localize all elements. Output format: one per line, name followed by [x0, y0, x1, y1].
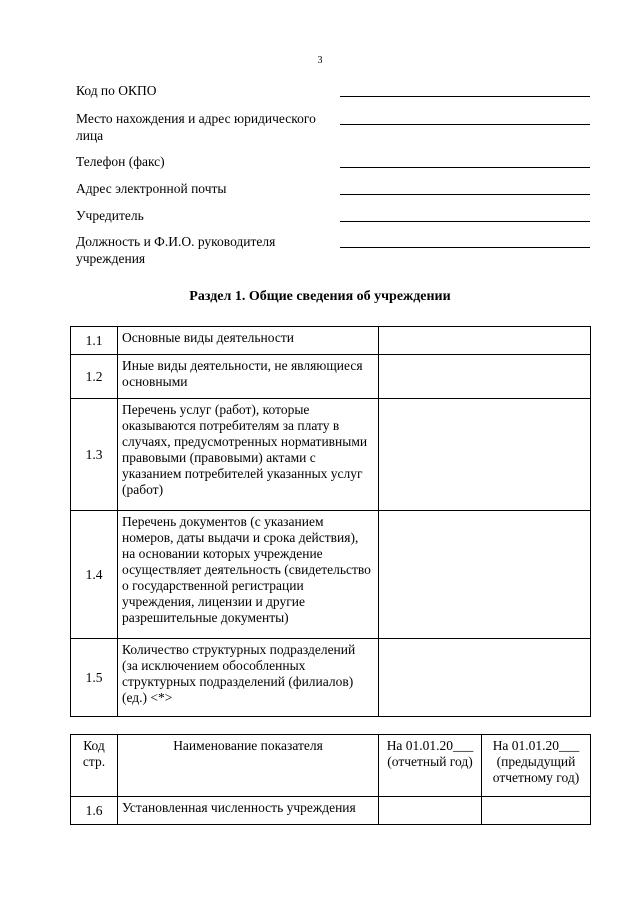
value-cell[interactable]: [379, 355, 591, 399]
row-number: 1.4: [71, 511, 118, 639]
field-blank-line[interactable]: [340, 96, 590, 97]
organization-fields: [76, 82, 590, 269]
table-row: [71, 797, 591, 825]
row-number: 1.2: [71, 355, 118, 399]
value-cell[interactable]: [379, 327, 591, 355]
table-row: [71, 511, 591, 639]
value-cell[interactable]: [379, 511, 591, 639]
page-number: 3: [317, 55, 323, 66]
staff-table: [70, 734, 591, 825]
header-code: Код стр.: [71, 735, 118, 797]
field-label: Должность и Ф.И.О. руководителя учреждения: [76, 234, 276, 266]
value-cell[interactable]: [379, 797, 482, 825]
row-name: Установленная численность учреждения: [118, 797, 379, 825]
row-number: 1.6: [71, 797, 118, 825]
value-cell[interactable]: [379, 399, 591, 511]
field-founder: [76, 207, 590, 233]
table-row: [71, 355, 591, 399]
header-indicator-name: Наименование показателя: [118, 735, 379, 797]
field-phone: [76, 153, 590, 180]
row-name: Иные виды деятельности, не являющиеся основными: [118, 355, 379, 399]
field-blank-line[interactable]: [340, 167, 590, 168]
field-blank-line[interactable]: [340, 124, 590, 125]
value-cell[interactable]: [482, 797, 591, 825]
field-label: Код по ОКПО: [76, 83, 157, 98]
value-cell[interactable]: [379, 639, 591, 717]
row-number: 1.1: [71, 327, 118, 355]
row-name: Перечень документов (с указанием номеров, даты выдачи и срока действия), на основании которых учреждение осуществляет деятельность (свидетельство о государственной регистрации учреждения, лицензии и другие разрешительные документы): [118, 511, 379, 639]
field-blank-line[interactable]: [340, 221, 590, 222]
table-row: [71, 399, 591, 511]
row-name: Количество структурных подразделений (за исключением обособленных структурных подразделений (филиалов) (ед.) <*>: [118, 639, 379, 717]
field-label: Учредитель: [76, 208, 144, 223]
field-director: [76, 233, 590, 269]
section-title: Раздел 1. Общие сведения об учреждении: [189, 289, 451, 304]
field-blank-line[interactable]: [340, 194, 590, 195]
general-info-table: [70, 326, 591, 717]
row-name: Основные виды деятельности: [118, 327, 379, 355]
field-email: [76, 180, 590, 207]
row-number: 1.5: [71, 639, 118, 717]
field-blank-line[interactable]: [340, 247, 590, 248]
row-name: Перечень услуг (работ), которые оказываются потребителям за плату в случаях, предусмотренных нормативными правовыми (правовыми) актами с указанием потребителей указанных услуг (работ): [118, 399, 379, 511]
field-address: [76, 110, 590, 153]
table-row: [71, 639, 591, 717]
field-okpo: [76, 82, 590, 110]
table-row: [71, 327, 591, 355]
header-previous-year: На 01.01.20___ (предыдущий отчетному год): [482, 735, 591, 797]
row-number: 1.3: [71, 399, 118, 511]
table-header-row: [71, 735, 591, 797]
field-label: Адрес электронной почты: [76, 181, 227, 196]
field-label: Место нахождения и адрес юридического лица: [76, 111, 316, 143]
header-reporting-year: На 01.01.20___ (отчетный год): [379, 735, 482, 797]
field-label: Телефон (факс): [76, 154, 165, 169]
